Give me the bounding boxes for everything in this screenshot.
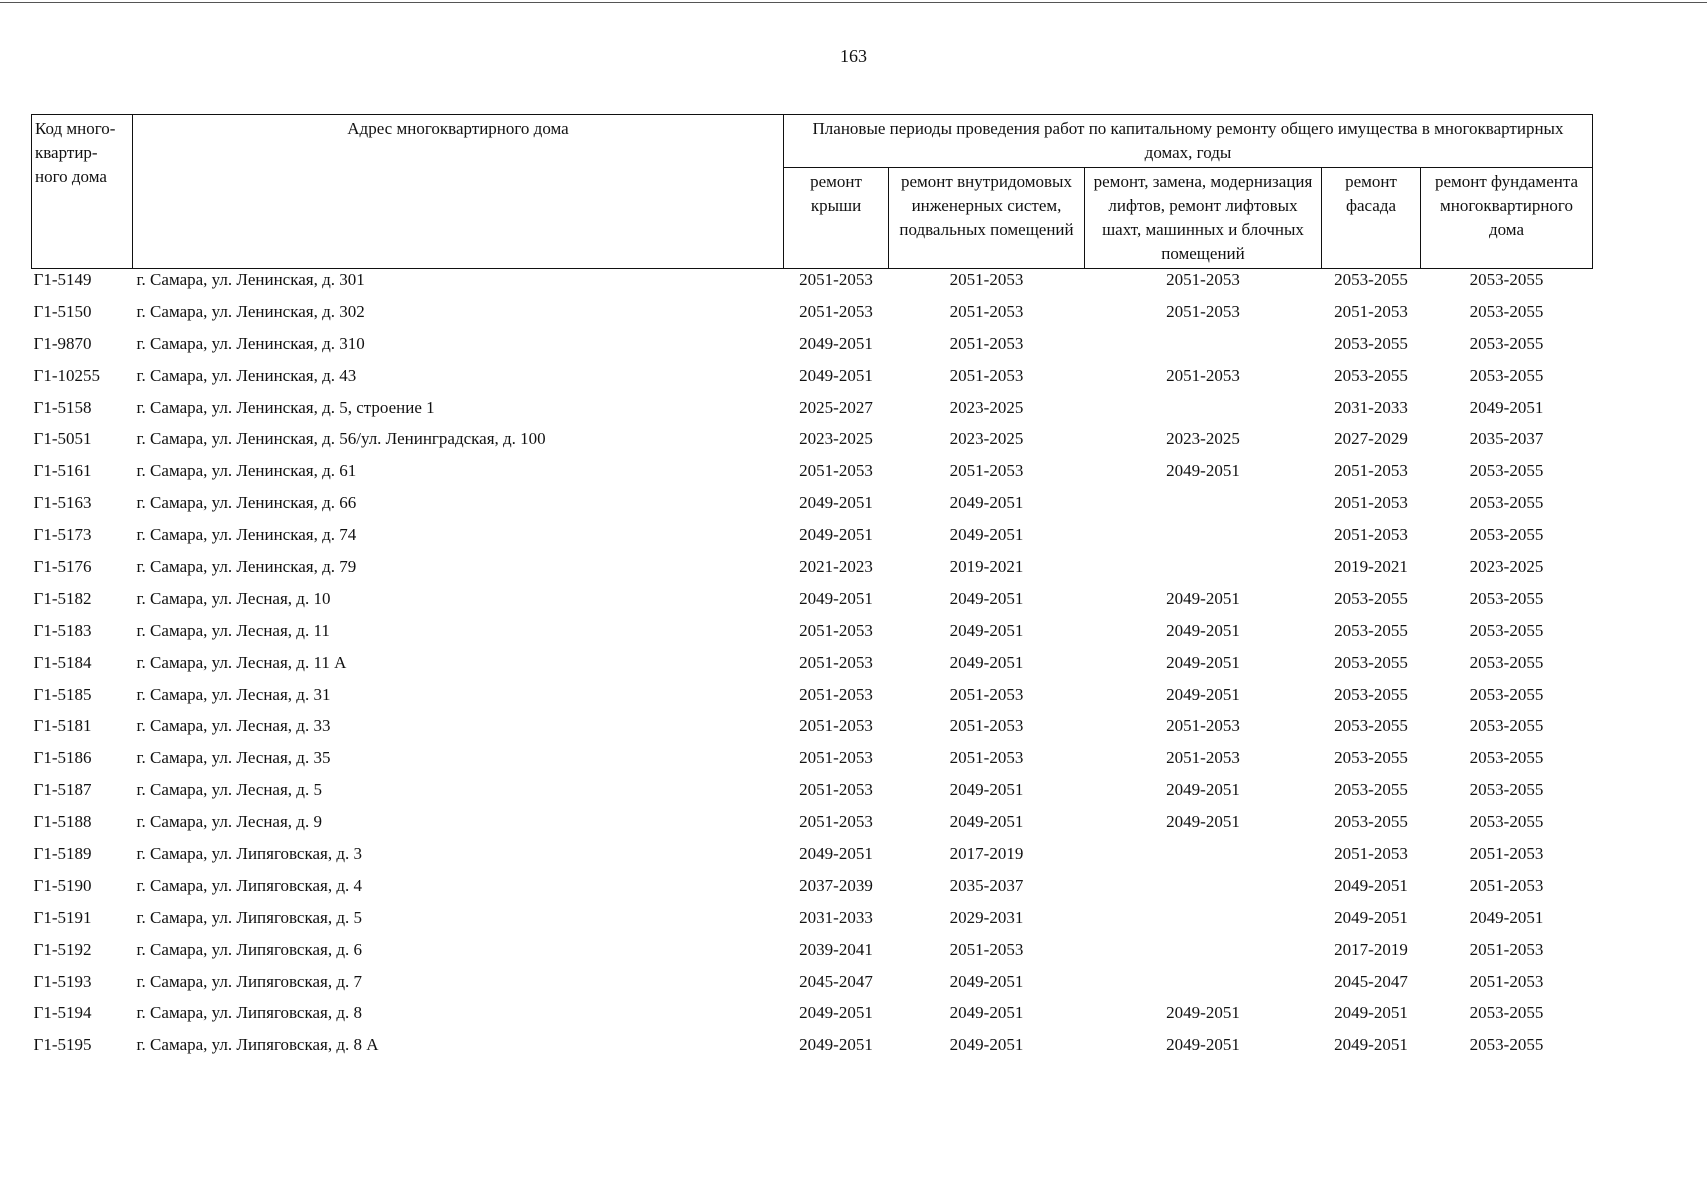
cell-code: Г1-10255 bbox=[33, 365, 100, 385]
table-row bbox=[32, 715, 1593, 747]
cell-lifts: 2049-2051 bbox=[1166, 812, 1240, 832]
table-row bbox=[32, 971, 1593, 1003]
cell-foundation: 2053-2055 bbox=[1469, 461, 1544, 481]
cell-engineering: 2049-2051 bbox=[949, 780, 1024, 800]
table-row bbox=[32, 556, 1593, 588]
cell-address: г. Самара, ул. Лесная, д. 10 bbox=[136, 588, 331, 608]
cell-engineering: 2051-2053 bbox=[949, 684, 1024, 704]
table-row bbox=[32, 1034, 1593, 1066]
cell-foundation: 2023-2025 bbox=[1469, 557, 1544, 577]
cell-foundation: 2051-2053 bbox=[1469, 971, 1544, 991]
cell-facade: 2051-2053 bbox=[1334, 493, 1408, 513]
cell-foundation: 2053-2055 bbox=[1469, 588, 1544, 608]
page-number: 163 bbox=[840, 46, 867, 66]
cell-engineering: 2051-2053 bbox=[949, 301, 1024, 321]
cell-address: г. Самара, ул. Ленинская, д. 310 bbox=[136, 333, 365, 353]
cell-engineering: 2051-2053 bbox=[949, 716, 1024, 736]
cell-lifts bbox=[1085, 492, 1322, 524]
cell-facade: 2031-2033 bbox=[1334, 397, 1408, 417]
table-row bbox=[32, 939, 1593, 971]
cell-facade: 2053-2055 bbox=[1334, 270, 1408, 289]
cell-address: г. Самара, ул. Ленинская, д. 5, строение 1 bbox=[136, 397, 435, 417]
cell-facade: 2053-2055 bbox=[1334, 716, 1408, 736]
table-row bbox=[32, 588, 1593, 620]
cell-foundation: 2053-2055 bbox=[1469, 1035, 1544, 1055]
cell-code: Г1-5192 bbox=[33, 939, 92, 959]
cell-code: Г1-5158 bbox=[33, 397, 92, 417]
cell-lifts: 2049-2051 bbox=[1166, 620, 1240, 640]
cell-code: Г1-5181 bbox=[33, 716, 92, 736]
cell-roof: 2049-2051 bbox=[799, 525, 873, 545]
cell-facade: 2051-2053 bbox=[1334, 461, 1408, 481]
cell-address: г. Самара, ул. Лесная, д. 33 bbox=[136, 716, 331, 736]
cell-roof: 2021-2023 bbox=[799, 557, 873, 577]
cell-address: г. Самара, ул. Ленинская, д. 61 bbox=[136, 461, 357, 481]
cell-roof: 2051-2053 bbox=[799, 652, 873, 672]
repair-schedule-table bbox=[31, 114, 1593, 1066]
cell-lifts: 2051-2053 bbox=[1166, 748, 1240, 768]
cell-engineering: 2035-2037 bbox=[949, 875, 1024, 895]
cell-code: Г1-5182 bbox=[33, 588, 92, 608]
cell-code: Г1-5195 bbox=[33, 1035, 92, 1055]
table-row bbox=[32, 333, 1593, 365]
table-row bbox=[32, 747, 1593, 779]
cell-lifts bbox=[1085, 524, 1322, 556]
cell-roof: 2039-2041 bbox=[799, 939, 873, 959]
cell-engineering: 2051-2053 bbox=[949, 270, 1024, 289]
cell-code: Г1-5163 bbox=[33, 493, 92, 513]
cell-facade: 2019-2021 bbox=[1334, 557, 1408, 577]
cell-address: г. Самара, ул. Лесная, д. 11 А bbox=[136, 652, 347, 672]
table-row bbox=[32, 1002, 1593, 1034]
cell-lifts bbox=[1085, 397, 1322, 429]
header-code: Код много-квартир-ного дома bbox=[32, 115, 133, 269]
header-lifts: ремонт, замена, модернизация лифтов, ремонт лифтовых шахт, машинных и блочных помещений bbox=[1085, 168, 1322, 269]
cell-address: г. Самара, ул. Ленинская, д. 43 bbox=[136, 365, 357, 385]
cell-address: г. Самара, ул. Ленинская, д. 79 bbox=[136, 557, 357, 577]
cell-roof: 2051-2053 bbox=[799, 812, 873, 832]
cell-address: г. Самара, ул. Лесная, д. 5 bbox=[136, 780, 322, 800]
cell-facade: 2053-2055 bbox=[1334, 620, 1408, 640]
cell-facade: 2049-2051 bbox=[1334, 1003, 1408, 1023]
cell-lifts: 2049-2051 bbox=[1166, 1035, 1240, 1055]
cell-foundation: 2053-2055 bbox=[1469, 493, 1544, 513]
table-row bbox=[32, 684, 1593, 716]
cell-facade: 2051-2053 bbox=[1334, 525, 1408, 545]
cell-roof: 2051-2053 bbox=[799, 461, 873, 481]
cell-code: Г1-5189 bbox=[33, 844, 92, 864]
cell-foundation: 2049-2051 bbox=[1469, 907, 1544, 927]
cell-foundation: 2053-2055 bbox=[1469, 652, 1544, 672]
cell-address: г. Самара, ул. Липяговская, д. 4 bbox=[136, 875, 362, 895]
cell-facade: 2053-2055 bbox=[1334, 748, 1408, 768]
cell-engineering: 2049-2051 bbox=[949, 620, 1024, 640]
cell-lifts: 2049-2051 bbox=[1166, 1003, 1240, 1023]
cell-address: г. Самара, ул. Лесная, д. 11 bbox=[136, 620, 330, 640]
cell-address: г. Самара, ул. Лесная, д. 31 bbox=[136, 684, 331, 704]
cell-address: г. Самара, ул. Липяговская, д. 6 bbox=[136, 939, 362, 959]
cell-address: г. Самара, ул. Липяговская, д. 7 bbox=[136, 971, 362, 991]
cell-roof: 2051-2053 bbox=[799, 301, 873, 321]
cell-code: Г1-5190 bbox=[33, 875, 92, 895]
cell-code: Г1-5191 bbox=[33, 907, 92, 927]
cell-foundation: 2053-2055 bbox=[1469, 301, 1544, 321]
cell-foundation: 2053-2055 bbox=[1469, 684, 1544, 704]
cell-lifts bbox=[1085, 843, 1322, 875]
cell-engineering: 2023-2025 bbox=[949, 429, 1024, 449]
table-row bbox=[32, 460, 1593, 492]
cell-code: Г1-5186 bbox=[33, 748, 92, 768]
cell-engineering: 2051-2053 bbox=[949, 461, 1024, 481]
cell-engineering: 2051-2053 bbox=[949, 333, 1024, 353]
cell-engineering: 2049-2051 bbox=[949, 652, 1024, 672]
cell-lifts bbox=[1085, 875, 1322, 907]
cell-facade: 2053-2055 bbox=[1334, 684, 1408, 704]
cell-roof: 2051-2053 bbox=[799, 748, 873, 768]
cell-facade: 2053-2055 bbox=[1334, 652, 1408, 672]
header-engineering: ремонт внутридомовых инженерных систем, подвальных помещений bbox=[889, 168, 1085, 269]
table-row bbox=[32, 492, 1593, 524]
cell-roof: 2049-2051 bbox=[799, 844, 873, 864]
cell-roof: 2025-2027 bbox=[799, 397, 873, 417]
cell-code: Г1-5161 bbox=[33, 461, 92, 481]
cell-code: Г1-5149 bbox=[33, 270, 92, 289]
cell-code: Г1-5183 bbox=[33, 620, 92, 640]
cell-address: г. Самара, ул. Липяговская, д. 3 bbox=[136, 844, 362, 864]
table-body bbox=[32, 269, 1593, 1067]
table-row bbox=[32, 397, 1593, 429]
cell-engineering: 2017-2019 bbox=[949, 844, 1024, 864]
table-row bbox=[32, 301, 1593, 333]
table-row bbox=[32, 652, 1593, 684]
table-row bbox=[32, 365, 1593, 397]
cell-lifts bbox=[1085, 556, 1322, 588]
cell-roof: 2051-2053 bbox=[799, 620, 873, 640]
header-address: Адрес многоквартирного дома bbox=[133, 115, 784, 269]
cell-lifts: 2049-2051 bbox=[1166, 780, 1240, 800]
cell-address: г. Самара, ул. Ленинская, д. 302 bbox=[136, 301, 365, 321]
cell-code: Г1-9870 bbox=[33, 333, 92, 353]
cell-facade: 2053-2055 bbox=[1334, 588, 1408, 608]
cell-foundation: 2053-2055 bbox=[1469, 812, 1544, 832]
cell-foundation: 2053-2055 bbox=[1469, 270, 1544, 289]
cell-facade: 2045-2047 bbox=[1334, 971, 1408, 991]
cell-roof: 2037-2039 bbox=[799, 875, 873, 895]
table-row bbox=[32, 843, 1593, 875]
cell-lifts: 2049-2051 bbox=[1166, 684, 1240, 704]
cell-engineering: 2051-2053 bbox=[949, 365, 1024, 385]
table-row bbox=[32, 875, 1593, 907]
cell-lifts: 2051-2053 bbox=[1166, 270, 1240, 289]
table-row bbox=[32, 907, 1593, 939]
cell-facade: 2049-2051 bbox=[1334, 907, 1408, 927]
cell-address: г. Самара, ул. Липяговская, д. 5 bbox=[136, 907, 362, 927]
table-header bbox=[32, 115, 1593, 269]
cell-engineering: 2049-2051 bbox=[949, 525, 1024, 545]
cell-foundation: 2053-2055 bbox=[1469, 716, 1544, 736]
table-row bbox=[32, 811, 1593, 843]
cell-engineering: 2051-2053 bbox=[949, 939, 1024, 959]
cell-facade: 2027-2029 bbox=[1334, 429, 1408, 449]
cell-foundation: 2053-2055 bbox=[1469, 525, 1544, 545]
cell-lifts: 2023-2025 bbox=[1166, 429, 1240, 449]
cell-roof: 2051-2053 bbox=[799, 270, 873, 289]
cell-roof: 2049-2051 bbox=[799, 333, 873, 353]
cell-lifts bbox=[1085, 939, 1322, 971]
cell-roof: 2045-2047 bbox=[799, 971, 873, 991]
cell-roof: 2051-2053 bbox=[799, 684, 873, 704]
cell-address: г. Самара, ул. Ленинская, д. 74 bbox=[136, 525, 357, 545]
cell-code: Г1-5187 bbox=[33, 780, 92, 800]
cell-facade: 2051-2053 bbox=[1334, 301, 1408, 321]
header-facade: ремонт фасада bbox=[1322, 168, 1421, 269]
cell-code: Г1-5188 bbox=[33, 812, 92, 832]
cell-engineering: 2023-2025 bbox=[949, 397, 1024, 417]
cell-address: г. Самара, ул. Ленинская, д. 66 bbox=[136, 493, 357, 513]
cell-address: г. Самара, ул. Ленинская, д. 56/ул. Ленинградская, д. 100 bbox=[136, 429, 546, 449]
cell-roof: 2051-2053 bbox=[799, 716, 873, 736]
cell-engineering: 2051-2053 bbox=[949, 748, 1024, 768]
cell-roof: 2051-2053 bbox=[799, 780, 873, 800]
cell-foundation: 2053-2055 bbox=[1469, 365, 1544, 385]
cell-foundation: 2049-2051 bbox=[1469, 397, 1544, 417]
cell-facade: 2049-2051 bbox=[1334, 1035, 1408, 1055]
cell-lifts: 2051-2053 bbox=[1166, 716, 1240, 736]
table-row bbox=[32, 779, 1593, 811]
cell-foundation: 2053-2055 bbox=[1469, 620, 1544, 640]
cell-code: Г1-5173 bbox=[33, 525, 92, 545]
cell-engineering: 2019-2021 bbox=[949, 557, 1024, 577]
header-roof: ремонт крыши bbox=[784, 168, 889, 269]
header-periods: Плановые периоды проведения работ по капитальному ремонту общего имущества в многоквартирных домах, годы bbox=[784, 115, 1593, 168]
cell-engineering: 2049-2051 bbox=[949, 493, 1024, 513]
cell-lifts: 2051-2053 bbox=[1166, 301, 1240, 321]
cell-code: Г1-5193 bbox=[33, 971, 92, 991]
cell-roof: 2049-2051 bbox=[799, 1035, 873, 1055]
cell-foundation: 2051-2053 bbox=[1469, 939, 1544, 959]
cell-roof: 2031-2033 bbox=[799, 907, 873, 927]
cell-lifts: 2051-2053 bbox=[1166, 365, 1240, 385]
cell-foundation: 2051-2053 bbox=[1469, 844, 1544, 864]
cell-facade: 2049-2051 bbox=[1334, 875, 1408, 895]
cell-roof: 2049-2051 bbox=[799, 1003, 873, 1023]
cell-code: Г1-5051 bbox=[33, 429, 92, 449]
cell-foundation: 2053-2055 bbox=[1469, 333, 1544, 353]
cell-facade: 2053-2055 bbox=[1334, 780, 1408, 800]
cell-lifts: 2049-2051 bbox=[1166, 588, 1240, 608]
cell-address: г. Самара, ул. Липяговская, д. 8 bbox=[136, 1003, 362, 1023]
cell-code: Г1-5185 bbox=[33, 684, 92, 704]
cell-lifts: 2049-2051 bbox=[1166, 652, 1240, 672]
cell-foundation: 2053-2055 bbox=[1469, 780, 1544, 800]
cell-address: г. Самара, ул. Лесная, д. 9 bbox=[136, 812, 322, 832]
cell-facade: 2017-2019 bbox=[1334, 939, 1408, 959]
cell-facade: 2053-2055 bbox=[1334, 365, 1408, 385]
cell-roof: 2049-2051 bbox=[799, 588, 873, 608]
cell-lifts: 2049-2051 bbox=[1166, 461, 1240, 481]
cell-foundation: 2035-2037 bbox=[1469, 429, 1544, 449]
cell-roof: 2049-2051 bbox=[799, 493, 873, 513]
cell-code: Г1-5176 bbox=[33, 557, 92, 577]
top-rule bbox=[0, 2, 1707, 3]
cell-engineering: 2049-2051 bbox=[949, 588, 1024, 608]
cell-roof: 2023-2025 bbox=[799, 429, 873, 449]
cell-lifts bbox=[1085, 907, 1322, 939]
table-row bbox=[32, 428, 1593, 460]
cell-lifts bbox=[1085, 333, 1322, 365]
cell-address: г. Самара, ул. Ленинская, д. 301 bbox=[136, 270, 365, 289]
cell-code: Г1-5194 bbox=[33, 1003, 92, 1023]
cell-address: г. Самара, ул. Лесная, д. 35 bbox=[136, 748, 331, 768]
cell-engineering: 2049-2051 bbox=[949, 1035, 1024, 1055]
cell-address: г. Самара, ул. Липяговская, д. 8 А bbox=[136, 1035, 379, 1055]
cell-facade: 2053-2055 bbox=[1334, 812, 1408, 832]
cell-code: Г1-5150 bbox=[33, 301, 92, 321]
cell-engineering: 2049-2051 bbox=[949, 812, 1024, 832]
cell-engineering: 2049-2051 bbox=[949, 1003, 1024, 1023]
cell-engineering: 2049-2051 bbox=[949, 971, 1024, 991]
cell-roof: 2049-2051 bbox=[799, 365, 873, 385]
cell-foundation: 2053-2055 bbox=[1469, 748, 1544, 768]
cell-facade: 2053-2055 bbox=[1334, 333, 1408, 353]
table-row bbox=[32, 524, 1593, 556]
cell-engineering: 2029-2031 bbox=[949, 907, 1024, 927]
table-row bbox=[32, 620, 1593, 652]
header-foundation: ремонт фундамента многоквартирного дома bbox=[1421, 168, 1593, 269]
cell-foundation: 2053-2055 bbox=[1469, 1003, 1544, 1023]
cell-lifts bbox=[1085, 971, 1322, 1003]
table-row bbox=[32, 269, 1593, 301]
cell-foundation: 2051-2053 bbox=[1469, 875, 1544, 895]
cell-code: Г1-5184 bbox=[33, 652, 92, 672]
cell-facade: 2051-2053 bbox=[1334, 844, 1408, 864]
